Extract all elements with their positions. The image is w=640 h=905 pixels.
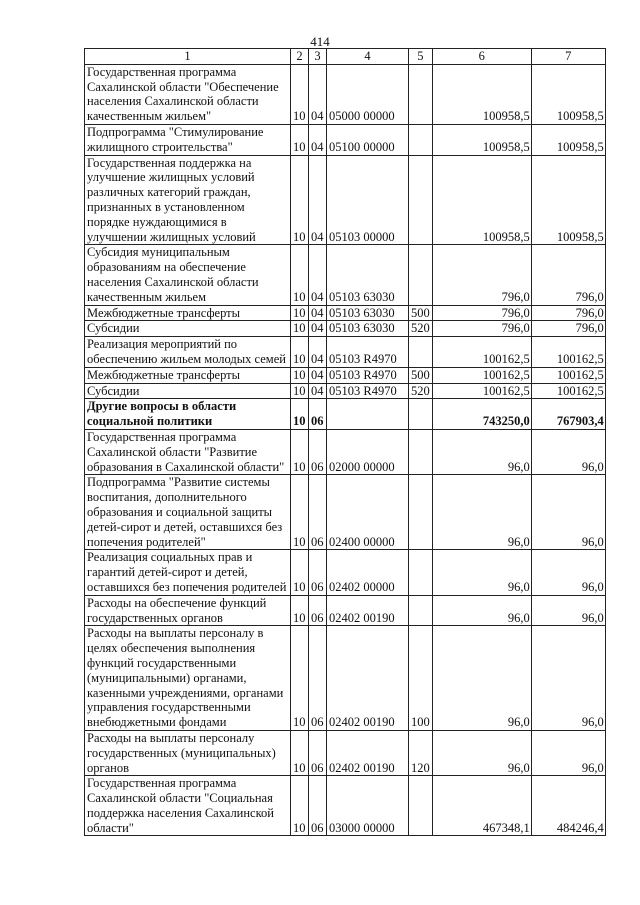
row-amount-col7-cell: 100162,5	[531, 367, 605, 383]
row-target-code-cell: 02402 00000	[327, 550, 409, 595]
row-name-cell: Расходы на выплаты персоналу в целях обеспечения выполнения функций государственными (муниципальными) органами, казенными учреждениями, органами управления государственными внебюджетными фондами	[85, 626, 291, 731]
row-name-cell: Реализация социальных прав и гарантий детей-сирот и детей, оставшихся без попечения родителей	[85, 550, 291, 595]
table-row	[85, 429, 606, 474]
table-header	[85, 49, 606, 65]
row-amount-col6-cell: 100958,5	[432, 64, 531, 124]
row-section-cell: 10	[291, 626, 309, 731]
row-target-code-cell: 05103 R4970	[327, 337, 409, 368]
row-name-cell: Государственная программа Сахалинской области "Развитие образования в Сахалинской области"	[85, 429, 291, 474]
row-target-code-cell: 05103 63030	[327, 305, 409, 321]
row-target-code-cell: 02402 00190	[327, 595, 409, 626]
row-amount-col7-cell: 96,0	[531, 626, 605, 731]
row-expense-type-cell: 120	[409, 730, 433, 775]
row-amount-col7-cell: 484246,4	[531, 776, 605, 836]
row-section-cell: 10	[291, 399, 309, 430]
header-col-6: 6	[432, 49, 531, 65]
row-section-cell: 10	[291, 776, 309, 836]
row-amount-col7-cell: 96,0	[531, 550, 605, 595]
row-amount-col6-cell: 100958,5	[432, 155, 531, 245]
row-target-code-cell: 05103 63030	[327, 245, 409, 305]
row-amount-col6-cell: 743250,0	[432, 399, 531, 430]
row-name-cell: Государственная программа Сахалинской области "Социальная поддержка населения Сахалинской области"	[85, 776, 291, 836]
row-amount-col6-cell: 796,0	[432, 305, 531, 321]
row-amount-col6-cell: 96,0	[432, 475, 531, 550]
header-col-1: 1	[85, 49, 291, 65]
row-section-cell: 10	[291, 337, 309, 368]
row-amount-col6-cell: 100162,5	[432, 367, 531, 383]
row-section-cell: 10	[291, 305, 309, 321]
row-name-cell: Межбюджетные трансферты	[85, 367, 291, 383]
budget-table	[84, 48, 606, 836]
row-amount-col7-cell: 100162,5	[531, 383, 605, 399]
row-target-code-cell: 05103 R4970	[327, 383, 409, 399]
row-expense-type-cell	[409, 776, 433, 836]
row-subsection-cell: 04	[309, 64, 327, 124]
row-name-cell: Подпрограмма "Развитие системы воспитания, дополнительного образования и социальной защиты детей-сирот и детей, оставшихся без попечения родителей"	[85, 475, 291, 550]
row-section-cell: 10	[291, 595, 309, 626]
row-amount-col6-cell: 796,0	[432, 321, 531, 337]
row-amount-col7-cell: 796,0	[531, 321, 605, 337]
table-row	[85, 383, 606, 399]
row-amount-col6-cell: 96,0	[432, 595, 531, 626]
row-name-cell: Субсидии	[85, 383, 291, 399]
row-amount-col6-cell: 796,0	[432, 245, 531, 305]
row-target-code-cell: 05103 63030	[327, 321, 409, 337]
row-target-code-cell: 02000 00000	[327, 429, 409, 474]
row-expense-type-cell	[409, 429, 433, 474]
table-row	[85, 399, 606, 430]
table-row	[85, 124, 606, 155]
row-amount-col6-cell: 96,0	[432, 626, 531, 731]
row-expense-type-cell	[409, 245, 433, 305]
row-amount-col7-cell: 96,0	[531, 595, 605, 626]
row-section-cell: 10	[291, 367, 309, 383]
row-section-cell: 10	[291, 730, 309, 775]
row-subsection-cell: 04	[309, 155, 327, 245]
table-row	[85, 367, 606, 383]
row-expense-type-cell: 500	[409, 367, 433, 383]
row-expense-type-cell: 500	[409, 305, 433, 321]
row-section-cell: 10	[291, 383, 309, 399]
row-amount-col6-cell: 100958,5	[432, 124, 531, 155]
row-amount-col7-cell: 100958,5	[531, 64, 605, 124]
row-name-cell: Реализация мероприятий по обеспечению жильем молодых семей	[85, 337, 291, 368]
row-expense-type-cell: 520	[409, 321, 433, 337]
row-target-code-cell: 05103 R4970	[327, 367, 409, 383]
row-name-cell: Расходы на выплаты персоналу государственных (муниципальных) органов	[85, 730, 291, 775]
row-amount-col6-cell: 96,0	[432, 550, 531, 595]
row-expense-type-cell: 520	[409, 383, 433, 399]
row-expense-type-cell: 100	[409, 626, 433, 731]
row-name-cell: Государственная поддержка на улучшение жилищных условий различных категорий граждан, признанных в установленном порядке нуждающимися в улучшении жилищных условий	[85, 155, 291, 245]
table-body	[85, 64, 606, 836]
row-section-cell: 10	[291, 155, 309, 245]
row-target-code-cell: 02400 00000	[327, 475, 409, 550]
row-name-cell: Другие вопросы в области социальной политики	[85, 399, 291, 430]
table-row	[85, 776, 606, 836]
row-amount-col7-cell: 100162,5	[531, 337, 605, 368]
row-subsection-cell: 06	[309, 776, 327, 836]
row-amount-col7-cell: 796,0	[531, 305, 605, 321]
row-amount-col7-cell: 100958,5	[531, 155, 605, 245]
table-row	[85, 550, 606, 595]
row-target-code-cell: 02402 00190	[327, 730, 409, 775]
row-name-cell: Государственная программа Сахалинской области "Обеспечение населения Сахалинской области качественным жильем"	[85, 64, 291, 124]
header-col-7: 7	[531, 49, 605, 65]
header-col-4: 4	[327, 49, 409, 65]
row-subsection-cell: 04	[309, 305, 327, 321]
table-row	[85, 595, 606, 626]
header-col-5: 5	[409, 49, 433, 65]
row-name-cell: Субсидия муниципальным образованиям на обеспечение населения Сахалинской области качественным жильем	[85, 245, 291, 305]
row-subsection-cell: 06	[309, 595, 327, 626]
row-expense-type-cell	[409, 475, 433, 550]
row-expense-type-cell	[409, 155, 433, 245]
row-subsection-cell: 06	[309, 429, 327, 474]
row-expense-type-cell	[409, 64, 433, 124]
row-subsection-cell: 04	[309, 337, 327, 368]
row-section-cell: 10	[291, 550, 309, 595]
row-name-cell: Подпрограмма "Стимулирование жилищного строительства"	[85, 124, 291, 155]
row-amount-col7-cell: 96,0	[531, 730, 605, 775]
row-amount-col6-cell: 100162,5	[432, 383, 531, 399]
row-section-cell: 10	[291, 475, 309, 550]
table-row	[85, 155, 606, 245]
row-section-cell: 10	[291, 64, 309, 124]
row-amount-col7-cell: 96,0	[531, 429, 605, 474]
row-target-code-cell: 05100 00000	[327, 124, 409, 155]
row-target-code-cell	[327, 399, 409, 430]
row-expense-type-cell	[409, 399, 433, 430]
row-subsection-cell: 04	[309, 383, 327, 399]
row-target-code-cell: 02402 00190	[327, 626, 409, 731]
row-subsection-cell: 06	[309, 399, 327, 430]
table-row	[85, 475, 606, 550]
table-row	[85, 626, 606, 731]
row-expense-type-cell	[409, 550, 433, 595]
row-name-cell: Субсидии	[85, 321, 291, 337]
table-row	[85, 730, 606, 775]
header-col-2: 2	[291, 49, 309, 65]
row-expense-type-cell	[409, 595, 433, 626]
row-subsection-cell: 04	[309, 245, 327, 305]
row-section-cell: 10	[291, 124, 309, 155]
row-target-code-cell: 05000 00000	[327, 64, 409, 124]
row-subsection-cell: 04	[309, 124, 327, 155]
row-amount-col6-cell: 96,0	[432, 730, 531, 775]
row-target-code-cell: 03000 00000	[327, 776, 409, 836]
row-subsection-cell: 06	[309, 730, 327, 775]
row-subsection-cell: 06	[309, 626, 327, 731]
row-subsection-cell: 04	[309, 321, 327, 337]
table-row	[85, 245, 606, 305]
row-amount-col7-cell: 96,0	[531, 475, 605, 550]
row-amount-col6-cell: 96,0	[432, 429, 531, 474]
row-expense-type-cell	[409, 124, 433, 155]
row-section-cell: 10	[291, 429, 309, 474]
row-amount-col6-cell: 100162,5	[432, 337, 531, 368]
table-row	[85, 337, 606, 368]
row-name-cell: Расходы на обеспечение функций государственных органов	[85, 595, 291, 626]
row-amount-col6-cell: 467348,1	[432, 776, 531, 836]
row-subsection-cell: 06	[309, 475, 327, 550]
row-expense-type-cell	[409, 337, 433, 368]
row-name-cell: Межбюджетные трансферты	[85, 305, 291, 321]
row-section-cell: 10	[291, 245, 309, 305]
header-row	[85, 49, 606, 65]
table-row	[85, 64, 606, 124]
row-section-cell: 10	[291, 321, 309, 337]
header-col-3: 3	[309, 49, 327, 65]
table-row	[85, 321, 606, 337]
row-amount-col7-cell: 796,0	[531, 245, 605, 305]
row-target-code-cell: 05103 00000	[327, 155, 409, 245]
row-amount-col7-cell: 100958,5	[531, 124, 605, 155]
row-subsection-cell: 04	[309, 367, 327, 383]
page-number: 414	[310, 34, 330, 49]
table-row	[85, 305, 606, 321]
row-subsection-cell: 06	[309, 550, 327, 595]
row-amount-col7-cell: 767903,4	[531, 399, 605, 430]
